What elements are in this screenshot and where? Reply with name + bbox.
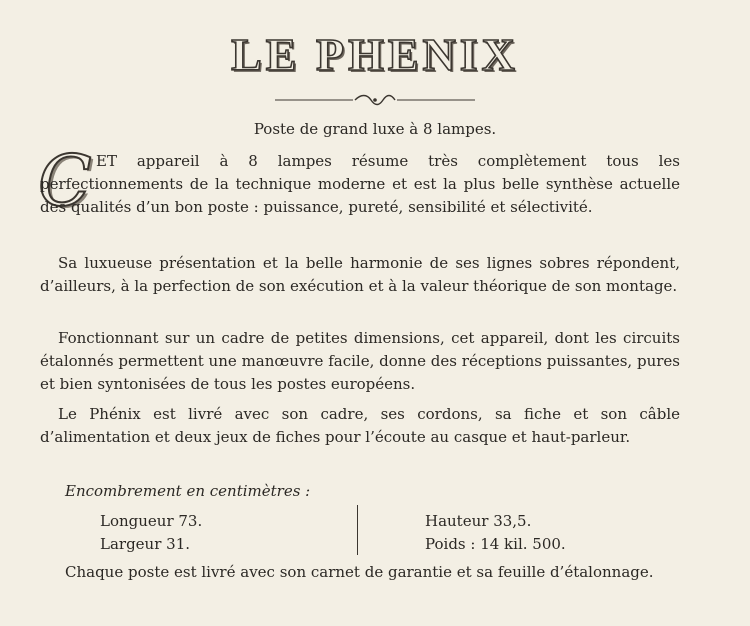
column-divider bbox=[357, 505, 358, 555]
dimension-hauteur: Hauteur 33,5. bbox=[425, 512, 532, 530]
subtitle: Poste de grand luxe à 8 lampes. bbox=[253, 120, 497, 138]
ornament-divider bbox=[275, 92, 475, 108]
dimension-longueur: Longueur 73. bbox=[100, 512, 203, 530]
dimensions-label: Encombrement en centimètres : bbox=[65, 482, 311, 500]
drop-cap: C bbox=[38, 140, 92, 222]
dimension-largeur: Largeur 31. bbox=[100, 535, 191, 553]
dimension-poids: Poids : 14 kil. 500. bbox=[425, 535, 566, 553]
page-title: LE PHENIX bbox=[231, 29, 519, 80]
dimensions-left-column bbox=[100, 510, 202, 556]
footer-note: Chaque poste est livré avec son carnet de garantie et sa feuille d’étalonnage. bbox=[65, 563, 654, 581]
paragraph-1: ET appareil à 8 lampes résume très complètement tous les perfectionnements de la technique moderne et est la plus belle synthèse actuelle des qualités d’un bon poste : puissance, pureté, sensibilité et sélectivité. bbox=[40, 152, 680, 216]
paragraph-3: Fonctionnant sur un cadre de petites dimensions, cet appareil, dont les circuits étalonnés permettent une manœuvre facile, donne des réceptions puissantes, pures et bien syntonisées de tous les postes européens. bbox=[40, 329, 680, 393]
dimensions-right-column bbox=[425, 510, 566, 556]
paragraph-2: Sa luxueuse présentation et la belle harmonie de ses lignes sobres répondent, d’ailleurs, à la perfection de son exécution et à la valeur théorique de son montage. bbox=[40, 254, 680, 295]
paragraph-4: Le Phénix est livré avec son cadre, ses cordons, sa fiche et son câble d’alimentation et deux jeux de fiches pour l’écoute au casque et haut-parleur. bbox=[40, 405, 680, 446]
